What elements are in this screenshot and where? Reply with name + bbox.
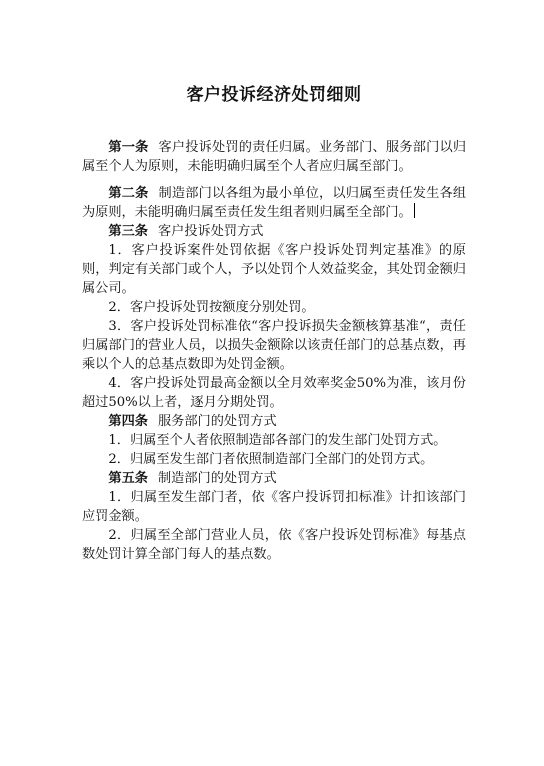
article-4: [82, 412, 466, 431]
article-1: [82, 138, 466, 176]
article-4-text: 服务部门的处罚方式: [157, 414, 277, 429]
article-1-label: 第一条: [108, 140, 149, 155]
article-3-item-1: 1．客户投诉案件处罚依据《客户投诉处罚判定基准》的原则，判定有关部门或个人，予以处罚个人效益奖金，其处罚金额归属公司。: [82, 243, 466, 296]
article-5-item-2: 2．归属至全部门营业人员，依《客户投诉处罚标准》每基点数处罚计算全部门每人的基点数。: [82, 528, 466, 562]
article-2-text: 制造部门以各组为最小单位，以归属至责任发生各组为原则，未能明确归属至责任发生组者则归属至全部门。: [82, 186, 467, 220]
article-5-label: 第五条: [108, 471, 148, 486]
article-2-label: 第二条: [108, 186, 149, 201]
document-title: 客户投诉经济处罚细则: [186, 85, 362, 105]
article-5-item-1: 1．归属至发生部门者，依《客户投诉罚扣标准》计扣该部门应罚金额。: [82, 490, 466, 524]
document-page: [82, 84, 466, 564]
article-5-text: 制造部门的处罚方式: [157, 471, 277, 486]
article-2: [82, 184, 466, 222]
article-3-text: 客户投诉处罚方式: [157, 224, 264, 239]
article-1-text: 客户投诉处罚的责任归属。业务部门、服务部门以归属至个人为原则，未能明确归属至个人者应归属至部门。: [82, 140, 467, 174]
article-3-item-4: 4．客户投诉处罚最高金额以全月效率奖金50%为准，该月份超过50%以上者，逐月分期处罚。: [82, 376, 466, 410]
text-cursor: [414, 203, 415, 218]
article-4-item-2: 2．归属至发生部门者依照制造部门全部门的处罚方式。: [108, 452, 434, 467]
article-3-item-3: 3．客户投诉处罚标准依“客户投诉损失金额核算基准“，责任归属部门的营业人员，以损失金额除以该责任部门的总基点数，再乘以个人的总基点数即为处罚金额。: [82, 319, 466, 372]
article-4-item-1: 1．归属至个人者依照制造部各部门的发生部门处罚方式。: [108, 433, 447, 448]
article-5: [82, 469, 466, 488]
article-3-item-2: 2．客户投诉处罚按额度分别处罚。: [108, 300, 315, 315]
article-4-label: 第四条: [108, 414, 148, 429]
article-3-label: 第三条: [108, 224, 148, 239]
article-3: [82, 222, 466, 241]
